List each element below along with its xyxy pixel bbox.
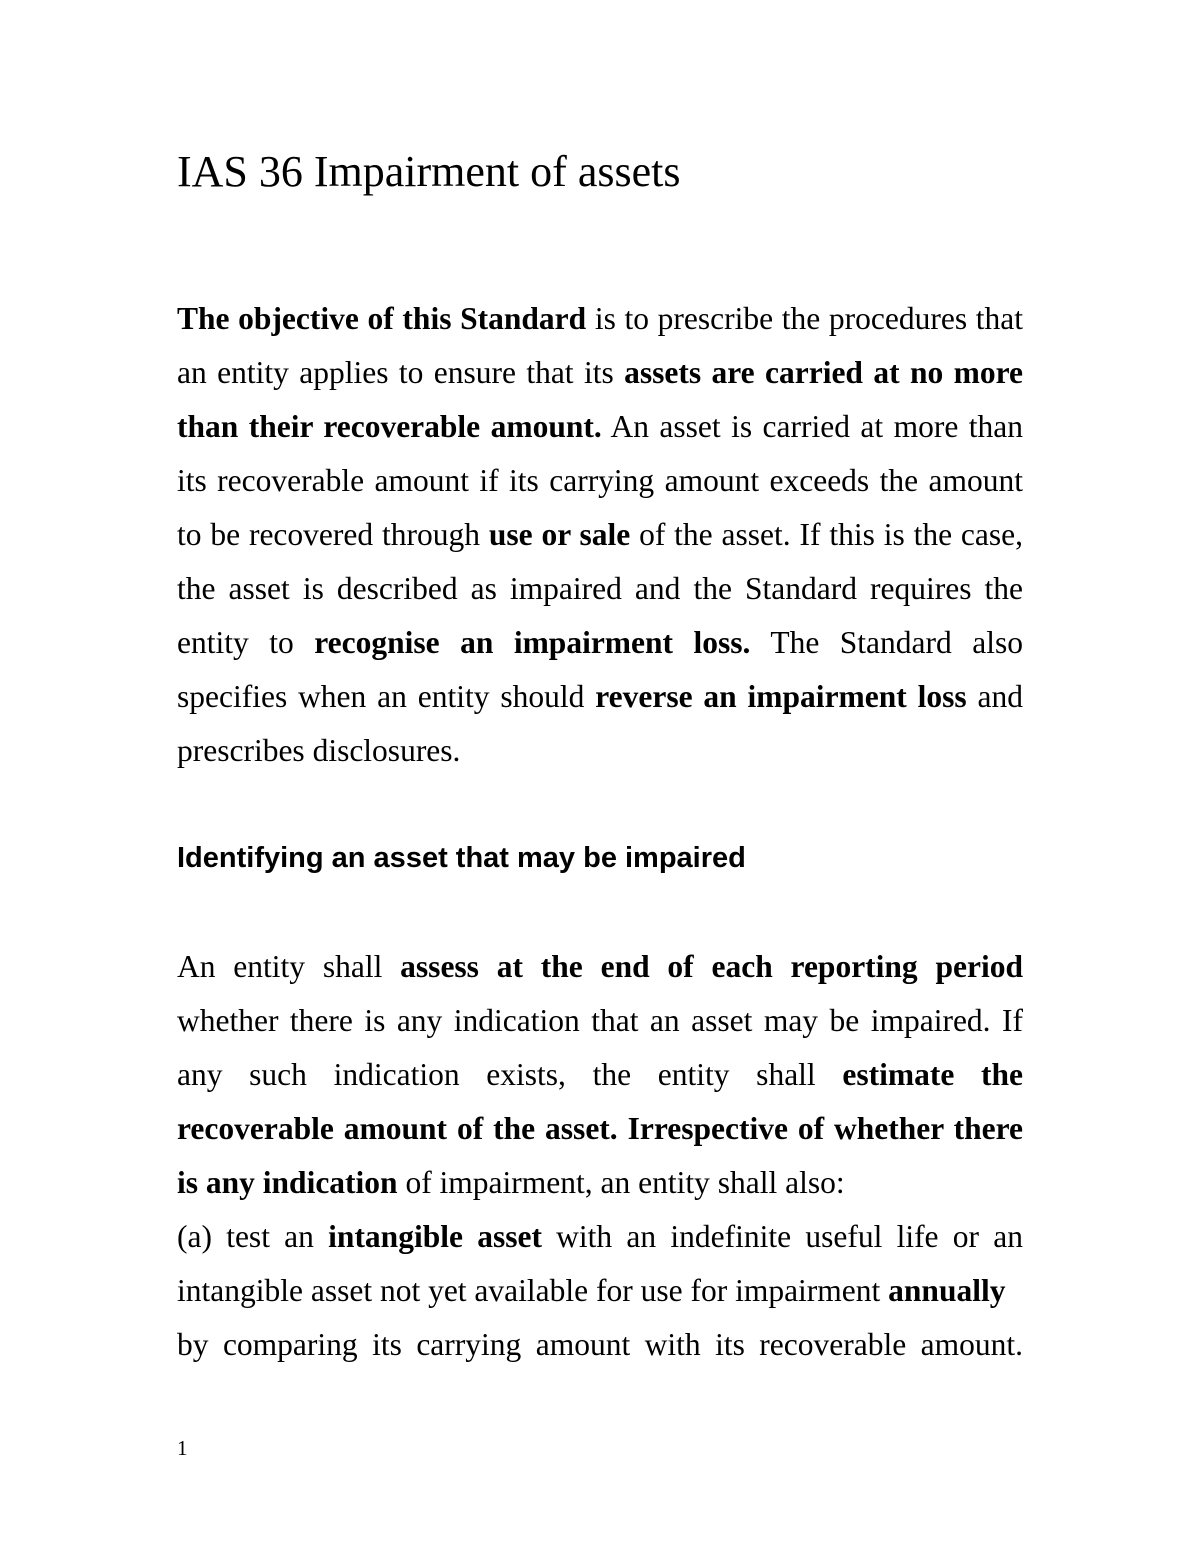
assessment-text-bold-2: assess at the end of each reporting period bbox=[400, 949, 1023, 984]
objective-text-8: The Standard also specifies when an entity should bbox=[177, 625, 1023, 714]
item-a-text-1: (a) test an bbox=[177, 1219, 329, 1254]
objective-text-bold-1: The objective of this Standard bbox=[177, 301, 587, 336]
section-heading: Identifying an asset that may be impaired bbox=[177, 842, 746, 874]
objective-text-bold-9: reverse an impairment loss bbox=[595, 679, 967, 714]
assessment-text-5: of impairment, an entity shall also: bbox=[397, 1165, 845, 1200]
objective-paragraph bbox=[177, 292, 1023, 778]
assessment-text-1: An entity shall bbox=[177, 949, 401, 984]
item-a-text-bold-4: annually bbox=[888, 1273, 1006, 1308]
objective-text-4: An asset is carried at more than its recoverable amount if its carrying amount exceeds the amount to be recovered through bbox=[177, 409, 1023, 552]
list-item-a-continued: by comparing its carrying amount with its recoverable amount. bbox=[177, 1327, 1023, 1362]
assessment-paragraph bbox=[177, 940, 1023, 1210]
assessment-text-bold-4: estimate the recoverable amount of the asset. Irrespective of whether there is any indication bbox=[177, 1057, 1023, 1200]
item-a-text-3: with an indefinite useful life or an intangible asset not yet available for use for impairment bbox=[177, 1219, 1023, 1308]
item-a-text-bold-2: intangible asset bbox=[328, 1219, 542, 1254]
document-title: IAS 36 Impairment of assets bbox=[177, 147, 681, 196]
assessment-text-3: whether there is any indication that an asset may be impaired. If any such indication exists, the entity shall bbox=[177, 1003, 1023, 1092]
objective-text-6: of the asset. If this is the case, the asset is described as impaired and the Standard requires the entity to bbox=[177, 517, 1023, 660]
objective-text-bold-5: use or sale bbox=[488, 517, 631, 552]
objective-text-2: is to prescribe the procedures that an entity applies to ensure that its bbox=[177, 301, 1023, 390]
page-number: 1 bbox=[177, 1436, 188, 1460]
objective-text-10: and prescribes disclosures. bbox=[177, 679, 1023, 768]
objective-text-bold-3: assets are carried at no more than their recoverable amount. bbox=[177, 355, 1023, 444]
objective-text-bold-7: recognise an impairment loss. bbox=[314, 625, 751, 660]
list-item-a bbox=[177, 1210, 1023, 1318]
